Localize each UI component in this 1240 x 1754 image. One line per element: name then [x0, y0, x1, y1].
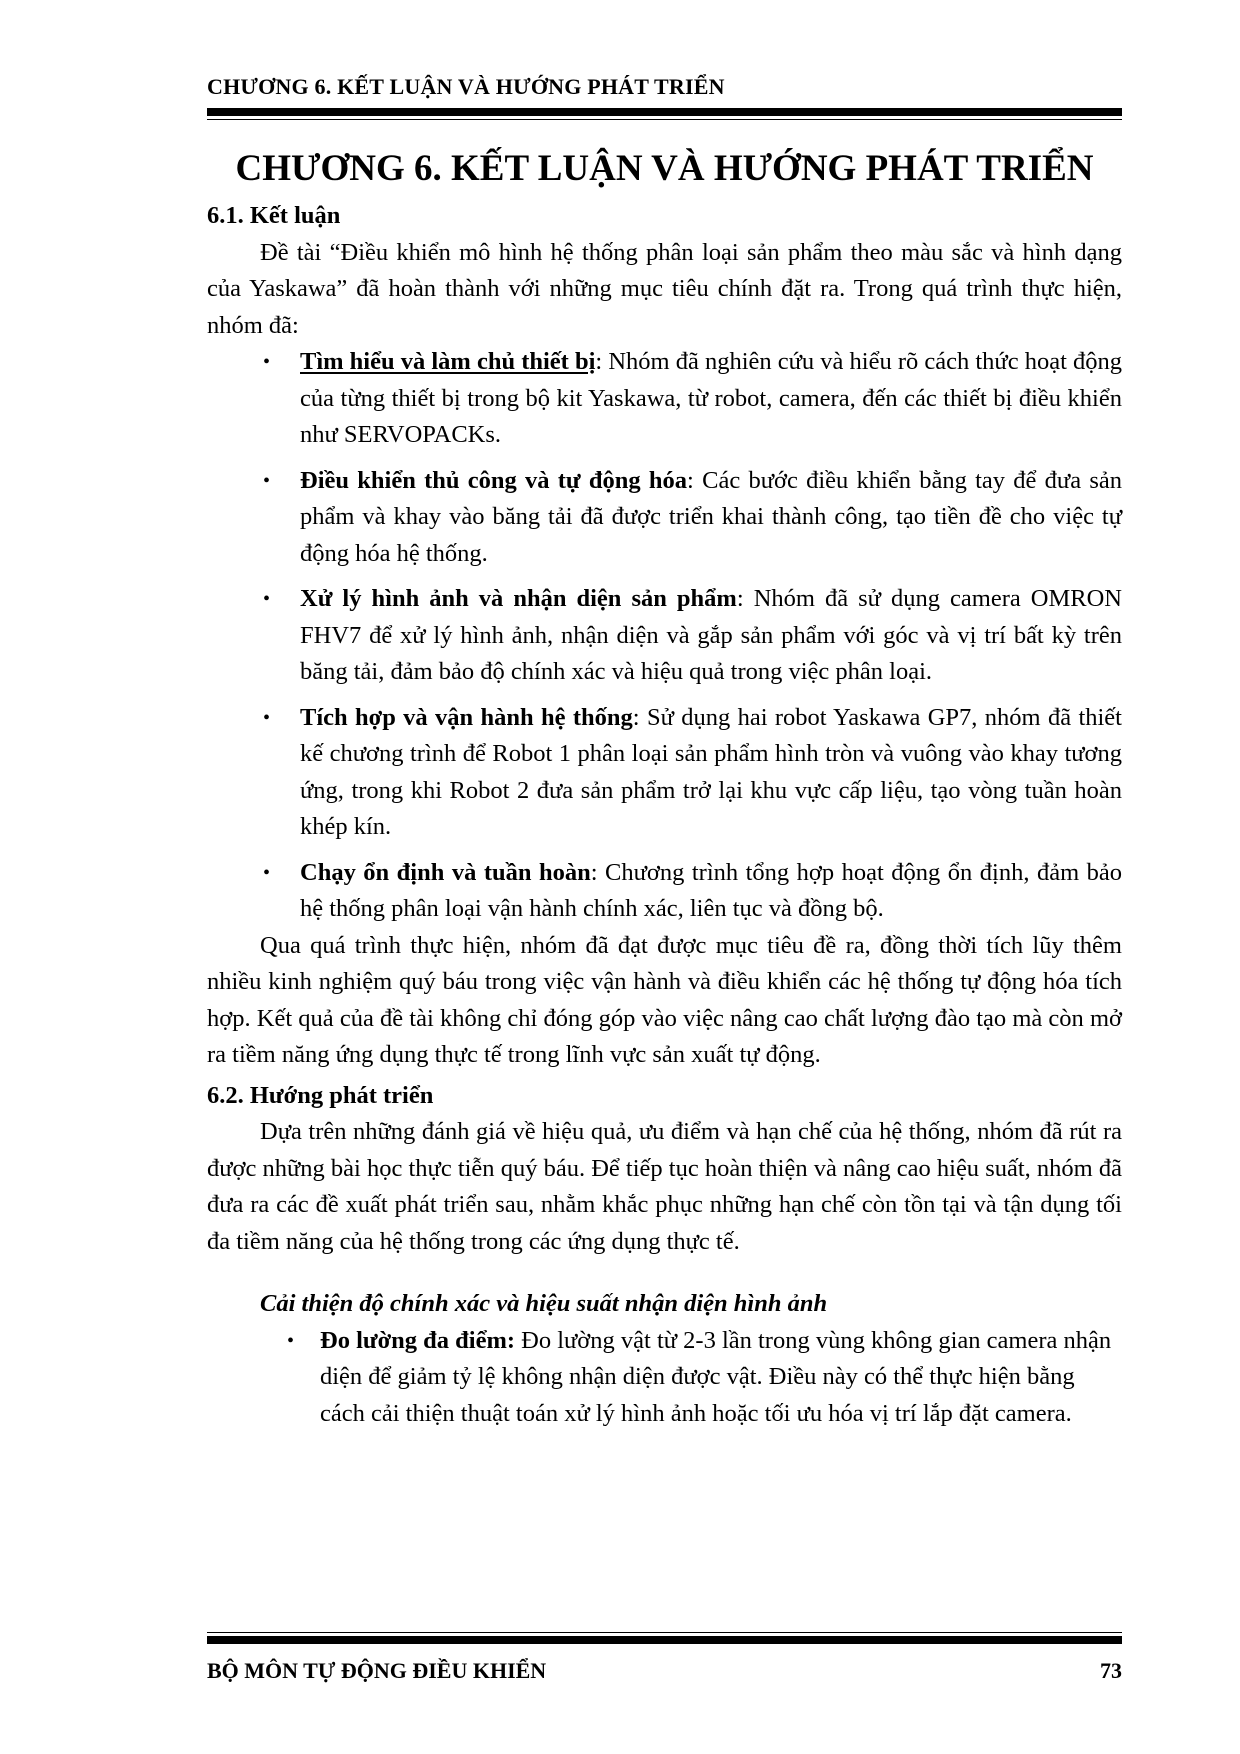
conclusion-bullet-list — [207, 344, 1122, 928]
bullet-lead: Tích hợp và vận hành hệ thống — [300, 703, 633, 731]
bullet-text: : Nhóm đã sử dụng camera OMRON FHV7 để xử lý hình ảnh, nhận diện và gắp sản phẩm với góc và vị trí bất kỳ trên băng tải, đảm bảo độ chính xác và hiệu quả trong việc phân loại. — [300, 585, 1122, 685]
bullet-text: : Sử dụng hai robot Yaskawa GP7, nhóm đã thiết kế chương trình để Robot 1 phân loại sản phẩm hình tròn và vuông vào khay tương ứng, trong khi Robot 2 đưa sản phẩm trở lại khu vực cấp liệu, tạo vòng tuần hoàn khép kín. — [300, 703, 1122, 840]
list-item — [207, 700, 1122, 846]
section-heading-conclusion: 6.1. Kết luận — [207, 202, 341, 229]
header-rule-thick — [207, 108, 1122, 116]
bullet-icon: • — [263, 861, 271, 884]
bullet-text: : Nhóm đã nghiên cứu và hiểu rõ cách thức hoạt động của từng thiết bị trong bộ kit Yaskawa, từ robot, camera, đến các thiết bị điều khiển như SERVOPACKs. — [300, 348, 1123, 448]
page-content — [207, 140, 1122, 1432]
page-number: 73 — [1100, 1658, 1122, 1683]
bullet-lead: Đo lường đa điểm: — [320, 1326, 516, 1354]
list-item — [207, 855, 1122, 928]
section-heading-development: 6.2. Hướng phát triển — [207, 1081, 434, 1109]
bullet-lead: Chạy ổn định và tuần hoàn — [300, 858, 591, 886]
bullet-icon: • — [263, 706, 271, 729]
header-rule-thin — [207, 119, 1122, 120]
list-item — [207, 581, 1122, 691]
running-header: CHƯƠNG 6. KẾT LUẬN VÀ HƯỚNG PHÁT TRIỂN — [207, 74, 725, 99]
bullet-lead: Xử lý hình ảnh và nhận diện sản phẩm — [300, 585, 737, 612]
bullet-text: : Chương trình tổng hợp hoạt động ổn định, đảm bảo hệ thống phân loại vận hành chính xác, liên tục và đồng bộ. — [300, 858, 1122, 922]
bullet-text: : Các bước điều khiển bằng tay để đưa sản phẩm và khay vào băng tải đã được triển khai thành công, tạo tiền đề cho việc tự động hóa hệ thống. — [300, 466, 1123, 567]
list-item — [207, 1323, 1122, 1433]
bullet-lead: Tìm hiểu và làm chủ thiết bị — [300, 348, 596, 375]
bullet-lead: Điều khiển thủ công và tự động hóa — [300, 466, 688, 494]
conclusion-intro: Đề tài “Điều khiển mô hình hệ thống phân loại sản phẩm theo màu sắc và hình dạng của Yaskawa” đã hoàn thành với những mục tiêu chính đặt ra. Trong quá trình thực hiện, nhóm đã: — [207, 238, 1122, 339]
list-item — [207, 344, 1122, 454]
development-bullet-list — [207, 1323, 1122, 1433]
bullet-icon: • — [263, 588, 271, 610]
chapter-title: CHƯƠNG 6. KẾT LUẬN VÀ HƯỚNG PHÁT TRIỂN — [235, 148, 1094, 189]
footer-rule-thick — [207, 1636, 1122, 1644]
conclusion-summary: Qua quá trình thực hiện, nhóm đã đạt được mục tiêu đề ra, đồng thời tích lũy thêm nhiều kinh nghiệm quý báu trong việc vận hành và điều khiển các hệ thống tự động hóa tích hợp. Kết quả của đề tài không chỉ đóng góp vào việc nâng cao chất lượng đào tạo mà còn mở ra tiềm năng ứng dụng thực tế trong lĩnh vực sản xuất tự động. — [207, 931, 1122, 1068]
subsection-heading: Cải thiện độ chính xác và hiệu suất nhận diện hình ảnh — [260, 1290, 828, 1317]
bullet-icon: • — [287, 1329, 295, 1352]
footer-department: BỘ MÔN TỰ ĐỘNG ĐIỀU KHIỂN — [207, 1658, 547, 1683]
bullet-icon: • — [263, 351, 271, 373]
development-intro: Dựa trên những đánh giá về hiệu quả, ưu điểm và hạn chế của hệ thống, nhóm đã rút ra được những bài học thực tiễn quý báu. Để tiếp tục hoàn thiện và nâng cao hiệu suất, nhóm đã đưa ra các đề xuất phát triển sau, nhằm khắc phục những hạn chế còn tồn tại và tận dụng tối đa tiềm năng của hệ thống trong các ứng dụng thực tế. — [207, 1118, 1122, 1255]
list-item — [207, 463, 1122, 573]
footer-rule-thin — [207, 1632, 1122, 1633]
bullet-text: Đo lường vật từ 2-3 lần trong vùng không gian camera nhận diện để giảm tỷ lệ không nhận diện được vật. Điều này có thể thực hiện bằng cách cải thiện thuật toán xử lý hình ảnh hoặc tối ưu hóa vị trí lắp đặt camera. — [320, 1326, 1112, 1427]
bullet-icon: • — [263, 469, 271, 492]
